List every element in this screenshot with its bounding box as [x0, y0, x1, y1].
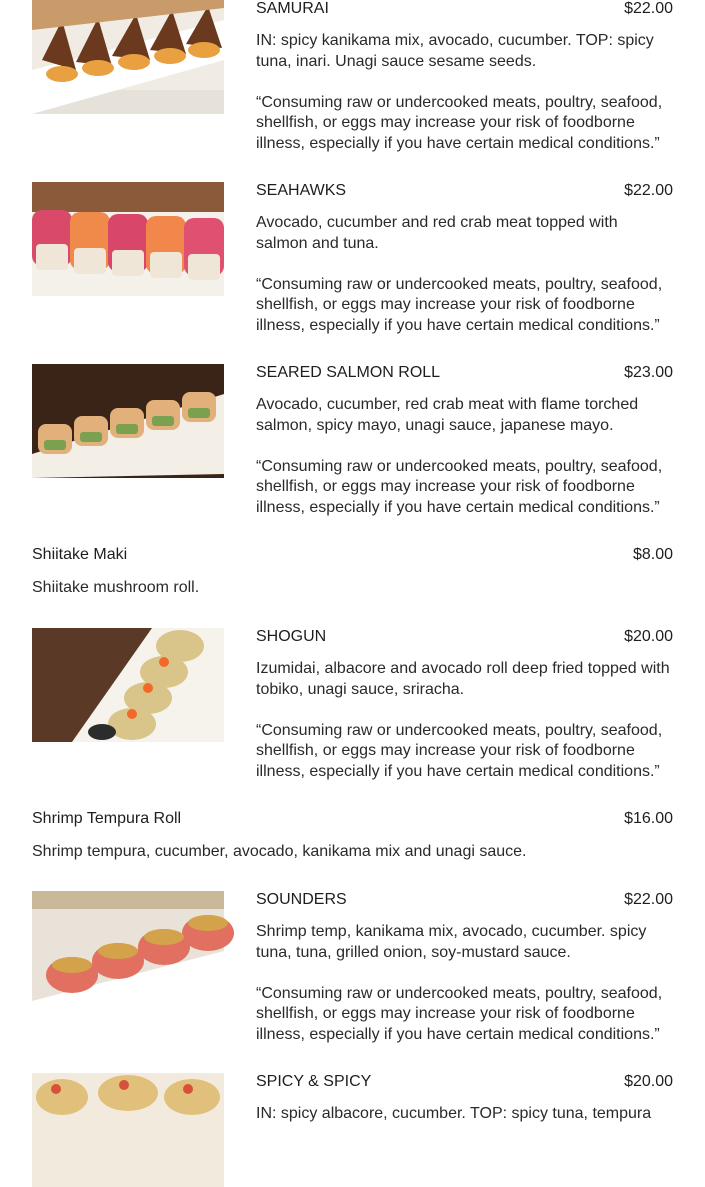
- item-price: $23.00: [624, 364, 673, 381]
- menu-item-sounders[interactable]: [32, 891, 673, 1051]
- item-name[interactable]: Shiitake Maki: [32, 546, 128, 563]
- item-price: $22.00: [624, 182, 673, 199]
- menu-item-samurai[interactable]: [32, 0, 673, 160]
- item-name[interactable]: Shrimp Tempura Roll: [32, 810, 182, 827]
- item-name[interactable]: SEARED SALMON ROLL: [256, 364, 441, 381]
- menu-item-shogun[interactable]: [32, 628, 673, 788]
- item-description: Shrimp temp, kanikama mix, avocado, cucumber. spicy tuna, tuna, grilled onion, soy-mustard sauce.: [256, 923, 647, 961]
- item-description: Avocado, cucumber, red crab meat with flame torched salmon, spicy mayo, unagi sauce, japanese mayo.: [256, 396, 639, 434]
- foodborne-warning: “Consuming raw or undercooked meats, poultry, seafood, shellfish, or eggs may increase your risk of foodborne illness, especially if you have certain medical conditions.”: [256, 457, 663, 516]
- menu-item-spicy-and-spicy[interactable]: [32, 1073, 673, 1122]
- seared-salmon-roll-photo[interactable]: [32, 364, 224, 478]
- item-price: $16.00: [624, 810, 673, 827]
- foodborne-warning: “Consuming raw or undercooked meats, poultry, seafood, shellfish, or eggs may increase your risk of foodborne illness, especially if you have certain medical conditions.”: [256, 984, 663, 1043]
- item-description: IN: spicy kanikama mix, avocado, cucumber. TOP: spicy tuna, inari. Unagi sauce sesame seeds.: [256, 32, 654, 70]
- item-name[interactable]: SEAHAWKS: [256, 182, 347, 199]
- menu-item-seared-salmon-roll[interactable]: [32, 364, 673, 524]
- foodborne-warning: “Consuming raw or undercooked meats, poultry, seafood, shellfish, or eggs may increase your risk of foodborne illness, especially if you have certain medical conditions.”: [256, 721, 663, 780]
- foodborne-warning: “Consuming raw or undercooked meats, poultry, seafood, shellfish, or eggs may increase your risk of foodborne illness, especially if you have certain medical conditions.”: [256, 275, 663, 334]
- item-price: $8.00: [632, 546, 673, 563]
- item-description: Shrimp tempura, cucumber, avocado, kanikama mix and unagi sauce.: [32, 843, 527, 860]
- foodborne-warning: “Consuming raw or undercooked meats, poultry, seafood, shellfish, or eggs may increase your risk of foodborne illness, especially if you have certain medical conditions.”: [256, 93, 663, 152]
- item-price: $20.00: [624, 628, 673, 645]
- item-description: Shiitake mushroom roll.: [32, 579, 200, 596]
- item-name[interactable]: SPICY & SPICY: [256, 1073, 372, 1090]
- item-description: Avocado, cucumber and red crab meat topped with salmon and tuna.: [256, 214, 618, 252]
- menu-item-seahawks[interactable]: [32, 182, 673, 342]
- item-price: $22.00: [624, 0, 673, 17]
- shogun-roll-photo[interactable]: [32, 628, 224, 742]
- item-description: Izumidai, albacore and avocado roll deep fried topped with tobiko, unagi sauce, sriracha.: [256, 660, 670, 698]
- sounders-roll-photo[interactable]: [32, 891, 224, 1005]
- samurai-roll-photo[interactable]: [32, 0, 224, 114]
- seahawks-roll-photo[interactable]: [32, 182, 224, 296]
- item-name[interactable]: SOUNDERS: [256, 891, 347, 908]
- item-name[interactable]: SHOGUN: [256, 628, 327, 645]
- item-price: $20.00: [624, 1073, 673, 1090]
- item-name[interactable]: SAMURAI: [256, 0, 329, 17]
- item-description: IN: spicy albacore, cucumber. TOP: spicy tuna, tempura: [256, 1105, 652, 1122]
- menu-item-shrimp-tempura-roll[interactable]: [32, 810, 673, 870]
- spicy-spicy-roll-photo[interactable]: [32, 1073, 224, 1187]
- item-price: $22.00: [624, 891, 673, 908]
- menu-item-shiitake-maki[interactable]: [32, 546, 673, 606]
